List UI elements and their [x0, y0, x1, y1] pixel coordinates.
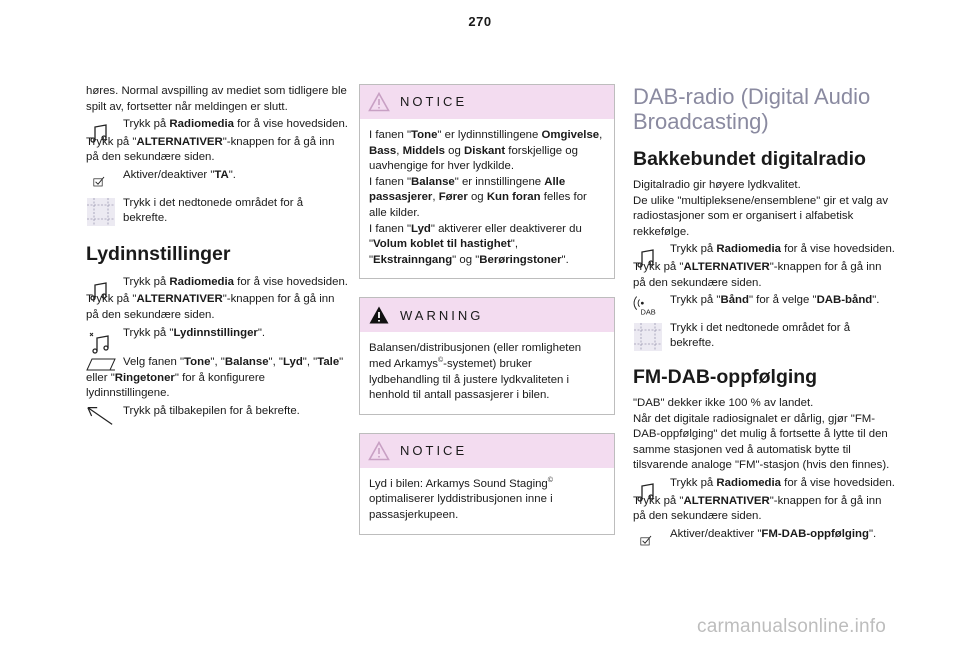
- text: -systemet) bruker lydbehandling til å justere lydkvaliteten i henhold til antall passasjerer i bilen.: [369, 357, 570, 402]
- bold: Omgivelse: [541, 129, 600, 141]
- step-text: Aktiver/deaktiver ": [123, 168, 215, 181]
- step-bold: FM-DAB-oppfølging: [761, 527, 869, 540]
- text: optimaliserer lyddistribusjonen inne i passasjerkupeen.: [369, 493, 553, 521]
- heading-fm-dab: FM-DAB-oppfølging: [633, 365, 818, 388]
- step-text: ".: [868, 527, 877, 540]
- step-bold: Radiomedia: [716, 243, 781, 256]
- bold: Ekstrainngang: [373, 253, 453, 266]
- text: " er innstillingene: [454, 175, 545, 188]
- step-bold: ALTERNATIVER: [683, 260, 770, 273]
- step-text: Trykk på: [670, 476, 717, 489]
- dab-icon-label: DAB: [640, 307, 656, 317]
- step-options: [86, 292, 348, 323]
- text: og: [444, 144, 464, 157]
- step-text: for å vise hovedsiden.: [780, 476, 895, 489]
- step-bold: Radiomedia: [716, 476, 781, 489]
- bold: Balanse: [411, 175, 455, 188]
- warning-header: [360, 298, 614, 332]
- copyright-mark: ©: [438, 357, 444, 365]
- text: ,: [432, 191, 439, 204]
- step-options: [633, 494, 895, 525]
- watermark: carmanualsonline.info: [697, 616, 887, 637]
- warning-body: [360, 332, 614, 413]
- text: I fanen ": [369, 129, 412, 141]
- notice-box-arkamys: [359, 433, 615, 535]
- step-text: ", ": [210, 356, 225, 369]
- step-confirm: [633, 321, 895, 352]
- step-text: ", ": [302, 356, 318, 369]
- step-text: ".: [228, 168, 236, 181]
- bold: Diskant: [463, 144, 506, 157]
- step-select-tab: [86, 355, 348, 402]
- step-text: Trykk på ": [633, 494, 684, 507]
- step-text: Trykk på ": [670, 294, 721, 307]
- column-middle: [359, 84, 615, 553]
- step-text: "-knappen for å gå inn på den sekundære siden.: [633, 260, 882, 289]
- step-bold: ALTERNATIVER: [136, 293, 223, 306]
- step-options: [86, 135, 348, 166]
- bold: Lyd: [411, 222, 431, 235]
- step-text: Trykk i det nedtonede området for å bekrefte.: [670, 321, 851, 350]
- shaded-area-icon: [633, 322, 663, 352]
- step-options: [633, 260, 895, 291]
- step-radiomedia: [86, 117, 348, 133]
- warning-triangle-icon: [368, 305, 390, 325]
- text: ,: [599, 129, 603, 141]
- step-bold: Tone: [184, 356, 211, 369]
- tab-icon: [86, 357, 116, 371]
- step-bold: Balanse: [224, 356, 269, 369]
- step-bold: Bånd: [720, 294, 749, 307]
- step-text: "-knappen for å gå inn på den sekundære siden.: [86, 135, 335, 164]
- step-text: " eller ": [86, 356, 344, 384]
- paragraph: De ulike "multipleksene/ensemblene" gir et valg av radiostasjoner som er organisert i alfabetisk rekkefølge.: [633, 194, 889, 238]
- text: ,: [396, 144, 403, 157]
- bold: Kun foran: [486, 191, 541, 204]
- paragraph: Digitalradio gir høyere lydkvalitet.: [633, 179, 801, 191]
- bold: Volum koblet til hastighet: [373, 238, 511, 251]
- step-text: Trykk på: [123, 118, 170, 131]
- step-confirm: [86, 196, 348, 227]
- bold: Fører: [438, 191, 468, 204]
- bold: Middels: [402, 144, 445, 157]
- text: ".: [561, 253, 569, 266]
- text: " og ": [452, 253, 480, 266]
- music-note-icon: [86, 118, 116, 148]
- step-text: for å vise hovedsiden.: [780, 243, 895, 256]
- step-text: for å vise hovedsiden.: [233, 118, 348, 131]
- text: " er lydinnstillingene: [437, 129, 542, 141]
- bold: Bass: [369, 144, 397, 157]
- bold: Berøringstoner: [479, 253, 562, 266]
- step-bold: Tale: [317, 356, 340, 369]
- notice-box-tone: [359, 84, 615, 279]
- text: forskjellige og uavhengige for hver lydkilde.: [369, 144, 578, 173]
- music-note-icon: [633, 243, 663, 273]
- step-text: Trykk på: [123, 275, 170, 288]
- text: felles for alle kilder.: [369, 191, 587, 219]
- text: I fanen ": [369, 175, 412, 188]
- paragraph: "DAB" dekker ikke 100 % av landet.: [633, 396, 814, 409]
- step-text: Trykk på ": [86, 135, 137, 148]
- dab-radio-icon: [633, 294, 661, 316]
- text: ", ": [369, 238, 519, 266]
- checkbox-icon: [639, 533, 657, 551]
- step-bold: Lyd: [282, 356, 303, 369]
- music-note-icon: [86, 276, 116, 306]
- step-text: " for å konfigurere lydinnstillingene.: [86, 371, 266, 400]
- warning-label: WARNING: [400, 307, 484, 323]
- step-text: Velg fanen ": [123, 356, 185, 369]
- step-text: "-knappen for å gå inn på den sekundære siden.: [86, 293, 335, 321]
- page-number: 270: [468, 14, 492, 29]
- step-text: " for å velge ": [748, 294, 817, 307]
- checkbox-icon: [92, 174, 110, 192]
- paragraph: Når det digitale radiosignalet er dårlig, gjør "FM-DAB-oppfølging" det mulig å fortsette å lytte til den samme stasjonen ved å automatisk bytte til tilsvarende analoge "FM"-stasjon (hvis den finnes).: [633, 412, 890, 472]
- sound-settings-icon: [86, 327, 116, 357]
- notice-label: NOTICE: [400, 442, 468, 458]
- text: " aktiverer eller deaktiverer du ": [369, 222, 582, 251]
- step-text: Trykk på: [670, 243, 717, 256]
- copyright-mark: ©: [547, 476, 553, 484]
- step-bold: ALTERNATIVER: [136, 135, 223, 148]
- step-bold: ALTERNATIVER: [683, 494, 770, 507]
- text: Lyd i bilen: Arkamys Sound Staging: [369, 477, 548, 490]
- column-left: [86, 84, 348, 422]
- text: Balansen/distribusjonen (eller romligheten med Arkamys: [369, 342, 582, 370]
- text: I fanen ": [369, 222, 412, 235]
- bold: Alle passasjerer: [369, 175, 566, 204]
- step-bold: Ringetoner: [114, 371, 175, 384]
- notice-body: [360, 119, 614, 278]
- step-bold: Lydinnstillinger: [173, 326, 258, 339]
- section-title: DAB-radio (Digital Audio Broadcasting): [633, 84, 871, 134]
- step-bold: DAB-bånd: [816, 294, 873, 307]
- step-bold: Radiomedia: [169, 118, 234, 131]
- step-text: for å vise hovedsiden.: [233, 275, 348, 288]
- text: og: [467, 191, 487, 204]
- step-radiomedia: [633, 242, 895, 258]
- step-sound-settings: [86, 326, 348, 342]
- bold: Tone: [411, 129, 438, 141]
- step-text: Trykk på ": [633, 260, 684, 273]
- heading-digital-radio: Bakkebundet digitalradio: [633, 148, 866, 170]
- step-radiomedia: [86, 275, 348, 291]
- step-toggle-fm-dab: [633, 527, 895, 543]
- step-text: "-knappen for å gå inn på den sekundære siden.: [633, 494, 882, 523]
- notice-body: [360, 468, 614, 534]
- step-text: Trykk i det nedtonede området for å bekrefte.: [123, 196, 304, 225]
- step-bold: Radiomedia: [169, 275, 234, 288]
- step-text: ", ": [268, 356, 283, 369]
- music-note-icon: [633, 477, 663, 507]
- warning-box: [359, 297, 615, 414]
- shaded-area-icon: [86, 197, 116, 227]
- step-bold: TA: [214, 168, 229, 181]
- notice-header: [360, 85, 614, 119]
- step-text: ".: [872, 294, 880, 307]
- column-right: [633, 84, 895, 544]
- step-toggle-ta: [86, 168, 348, 184]
- step-text: Trykk på tilbakepilen for å bekrefte.: [123, 404, 300, 417]
- heading-sound-settings: Lydinnstillinger: [86, 242, 231, 265]
- back-arrow-icon: [86, 405, 114, 427]
- step-text: Trykk på ": [123, 326, 174, 339]
- notice-label: NOTICE: [400, 94, 468, 110]
- step-text: ".: [257, 326, 266, 339]
- notice-triangle-icon: [368, 92, 390, 112]
- step-text: Trykk på ": [86, 293, 137, 306]
- step-band: [633, 293, 895, 317]
- step-back: [86, 404, 348, 420]
- notice-header: [360, 434, 614, 468]
- notice-triangle-icon: [368, 441, 390, 461]
- intro-paragraph: høres. Normal avspilling av mediet som tidligere ble spilt av, fortsetter når meldingen er slutt.: [86, 85, 347, 113]
- step-text: Aktiver/deaktiver ": [670, 527, 762, 540]
- step-radiomedia: [633, 476, 895, 492]
